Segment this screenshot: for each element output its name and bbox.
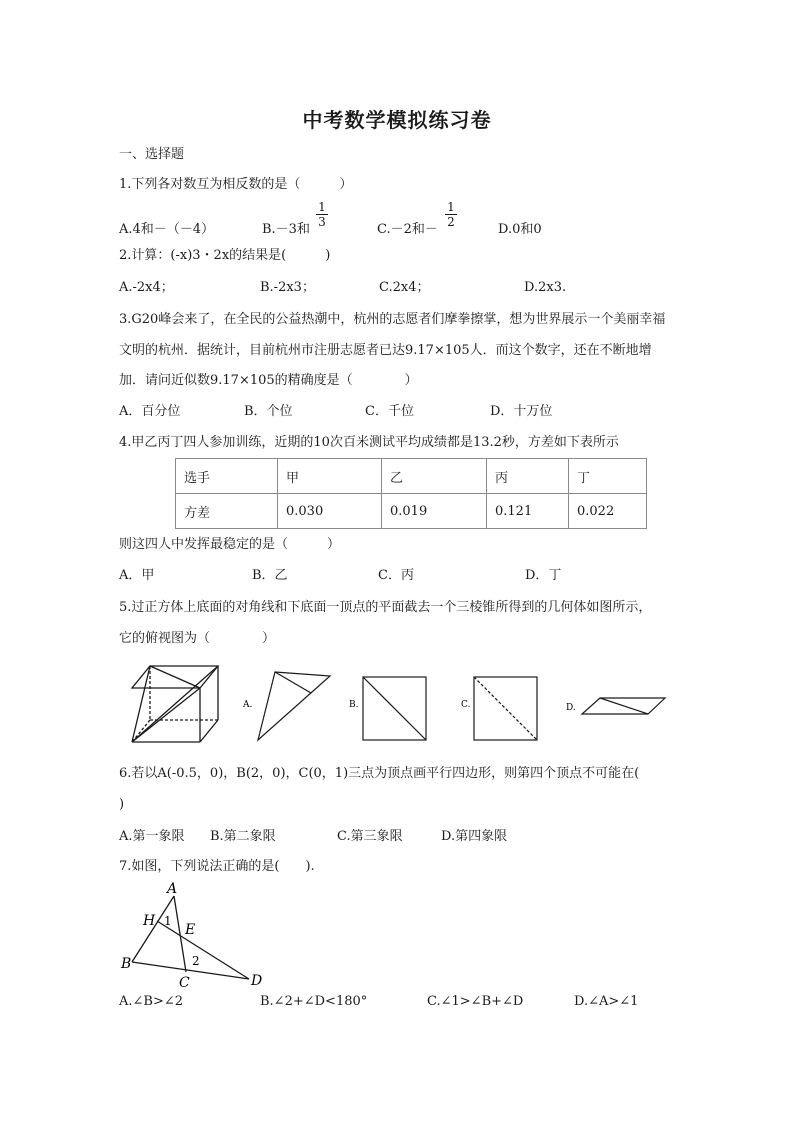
table-header-cell: 丙 bbox=[487, 459, 569, 494]
angle-label: 1 bbox=[164, 914, 172, 928]
q1-stem: 1.下列各对数互为相反数的是（ ） bbox=[119, 177, 353, 192]
q1-option-a: A.4和－（－4） bbox=[119, 222, 215, 237]
point-label: C bbox=[179, 975, 190, 991]
q7-option-b: B.∠2+∠D<180° bbox=[260, 994, 368, 1009]
q3-option-d: D．十万位 bbox=[490, 404, 553, 419]
table-cell: 0.019 bbox=[382, 494, 487, 529]
segment-hd bbox=[157, 921, 249, 979]
point-label: E bbox=[185, 922, 196, 938]
q7-stem: 7.如图，下列说法正确的是( ). bbox=[119, 859, 315, 874]
point-label: D bbox=[251, 973, 263, 989]
q2-stem: 2.计算：(-x)3・2x的结果是( ) bbox=[119, 248, 331, 263]
q1-option-d: D.0和0 bbox=[498, 222, 542, 237]
q3-option-b: B．个位 bbox=[244, 404, 293, 419]
section-heading: 一、选择题 bbox=[119, 147, 185, 162]
table-header-cell: 乙 bbox=[382, 459, 487, 494]
option-label-b: B. bbox=[349, 700, 359, 710]
q2-option-a: A.-2x4； bbox=[119, 280, 174, 295]
option-label-a: A. bbox=[243, 700, 253, 710]
table-cell: 0.121 bbox=[487, 494, 569, 529]
table-cell: 0.030 bbox=[278, 494, 382, 529]
q6-line-2: ) bbox=[119, 797, 125, 812]
q6-line-1: 6.若以A(-0.5，0)，B(2，0)，C(0，1)三点为顶点画平行四边形，则第四个顶点不可能在( bbox=[119, 766, 640, 781]
q1-option-b: B.－3和 bbox=[262, 222, 310, 237]
q4-option-b: B．乙 bbox=[252, 568, 288, 583]
q6-option-d: D.第四象限 bbox=[441, 829, 508, 844]
fraction-denominator: 3 bbox=[318, 215, 326, 229]
q1-option-c: C.－2和－ bbox=[377, 222, 438, 237]
q5-line-2: 它的俯视图为（ ） bbox=[119, 631, 276, 646]
page-title: 中考数学模拟练习卷 bbox=[302, 108, 492, 132]
q3-line-2: 文明的杭州．据统计，目前杭州市注册志愿者已达9.17×105人．而这个数字，还在不断地增 bbox=[119, 343, 652, 358]
q3-option-c: C．千位 bbox=[365, 404, 414, 419]
q2-option-b: B.-2x3； bbox=[260, 280, 315, 295]
q4-option-a: A．甲 bbox=[119, 568, 155, 583]
q6-option-b: B.第二象限 bbox=[210, 829, 276, 844]
q4-option-d: D．丁 bbox=[525, 568, 562, 583]
q7-option-d: D.∠A>∠1 bbox=[574, 994, 639, 1009]
q7-option-a: A.∠B>∠2 bbox=[119, 994, 184, 1009]
segment-bd bbox=[132, 962, 249, 979]
q2-option-c: C.2x4； bbox=[379, 280, 430, 295]
option-label-d: D. bbox=[566, 703, 576, 713]
table-cell: 0.022 bbox=[569, 494, 647, 529]
q4-follow-up: 则这四人中发挥最稳定的是（ ） bbox=[119, 537, 341, 552]
fraction-numerator: 1 bbox=[447, 200, 455, 214]
point-label: H bbox=[143, 913, 156, 929]
table-header-cell: 选手 bbox=[176, 459, 278, 494]
q4-option-c: C．丙 bbox=[378, 568, 414, 583]
q3-option-a: A．百分位 bbox=[119, 404, 181, 419]
q7-option-c: C.∠1>∠B+∠D bbox=[427, 994, 524, 1009]
q2-option-d: D.2x3. bbox=[524, 280, 567, 295]
q4-stem: 4.甲乙丙丁四人参加训练，近期的10次百米测试平均成绩都是13.2秒，方差如下表所示 bbox=[119, 435, 619, 450]
table-header-cell: 丁 bbox=[569, 459, 647, 494]
q6-option-a: A.第一象限 bbox=[119, 829, 185, 844]
q3-line-3: 加．请问近似数9.17×105的精确度是（ ） bbox=[119, 373, 418, 388]
angle-label: 2 bbox=[192, 954, 200, 968]
fraction-denominator: 2 bbox=[447, 215, 455, 229]
point-label: A bbox=[167, 881, 178, 897]
fraction-numerator: 1 bbox=[318, 200, 326, 214]
segment-ab bbox=[132, 896, 174, 962]
option-label-c: C. bbox=[461, 700, 471, 710]
point-label: B bbox=[121, 956, 132, 972]
q5-line-1: 5.过正方体上底面的对角线和下底面一顶点的平面截去一个三棱锥所得到的几何体如图所示， bbox=[119, 600, 652, 615]
q6-option-c: C.第三象限 bbox=[337, 829, 403, 844]
table-cell: 方差 bbox=[176, 494, 278, 529]
table-header-cell: 甲 bbox=[278, 459, 382, 494]
q3-line-1: 3.G20峰会来了，在全民的公益热潮中，杭州的志愿者们摩拳擦掌，想为世界展示一个美丽幸福 bbox=[119, 312, 666, 327]
